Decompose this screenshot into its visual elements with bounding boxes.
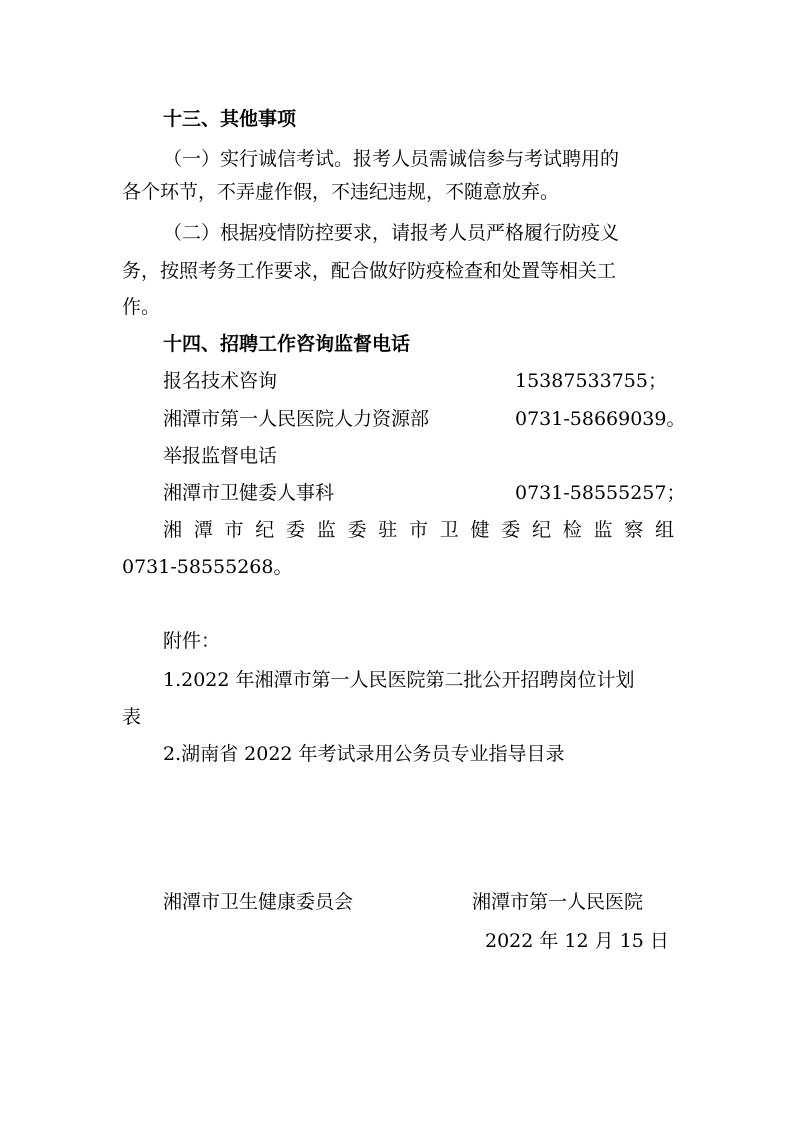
discipline-line-1: 湘潭市纪委监委驻市卫健委纪检监察组 [163,519,674,541]
section-13-item-1-line-1: （一）实行诚信考试。报考人员需诚信参与考试聘用的 [163,148,620,170]
contact-label: 湘潭市卫健委人事科 [163,482,335,504]
contact-row [163,480,686,506]
contact-phone: 15387533755； [515,370,667,392]
section-13-item-1-line-2: 各个环节，不弄虚作假，不违纪违规，不随意放弃。 [122,181,560,203]
contact-label: 湘潭市第一人民医院人力资源部 [163,408,430,430]
attachment-1-line-2: 表 [122,706,142,728]
section-13-item-2-line-2: 务，按照考务工作要求，配合做好防疫检查和处置等相关工 [122,260,617,282]
contact-phone: 0731-58669039。 [515,408,686,430]
contact-row [163,406,686,432]
contact-label: 报名技术咨询 [163,370,278,392]
section-13-item-2-line-3: 作。 [122,296,161,318]
discipline-line-2: 0731-58555268。 [122,556,293,578]
signature-date: 2022 年 12 月 15 日 [485,930,669,952]
signature-org-2: 湘潭市第一人民医院 [472,891,644,913]
contact-row [163,368,674,394]
supervision-label: 举报监督电话 [163,445,278,467]
attachments-label: 附件： [163,630,221,652]
contact-phone: 0731-58555257； [515,482,686,504]
section-13-heading: 十三、其他事项 [163,108,297,130]
section-14-heading: 十四、招聘工作咨询监督电话 [163,333,411,355]
attachment-2: 2.湖南省 2022 年考试录用公务员专业指导目录 [163,743,565,765]
section-13-item-2-line-1: （二）根据疫情防控要求，请报考人员严格履行防疫义 [163,222,620,244]
signature-org-1: 湘潭市卫生健康委员会 [163,891,354,913]
attachment-1-line-1: 1.2022 年湘潭市第一人民医院第二批公开招聘岗位计划 [163,669,635,691]
